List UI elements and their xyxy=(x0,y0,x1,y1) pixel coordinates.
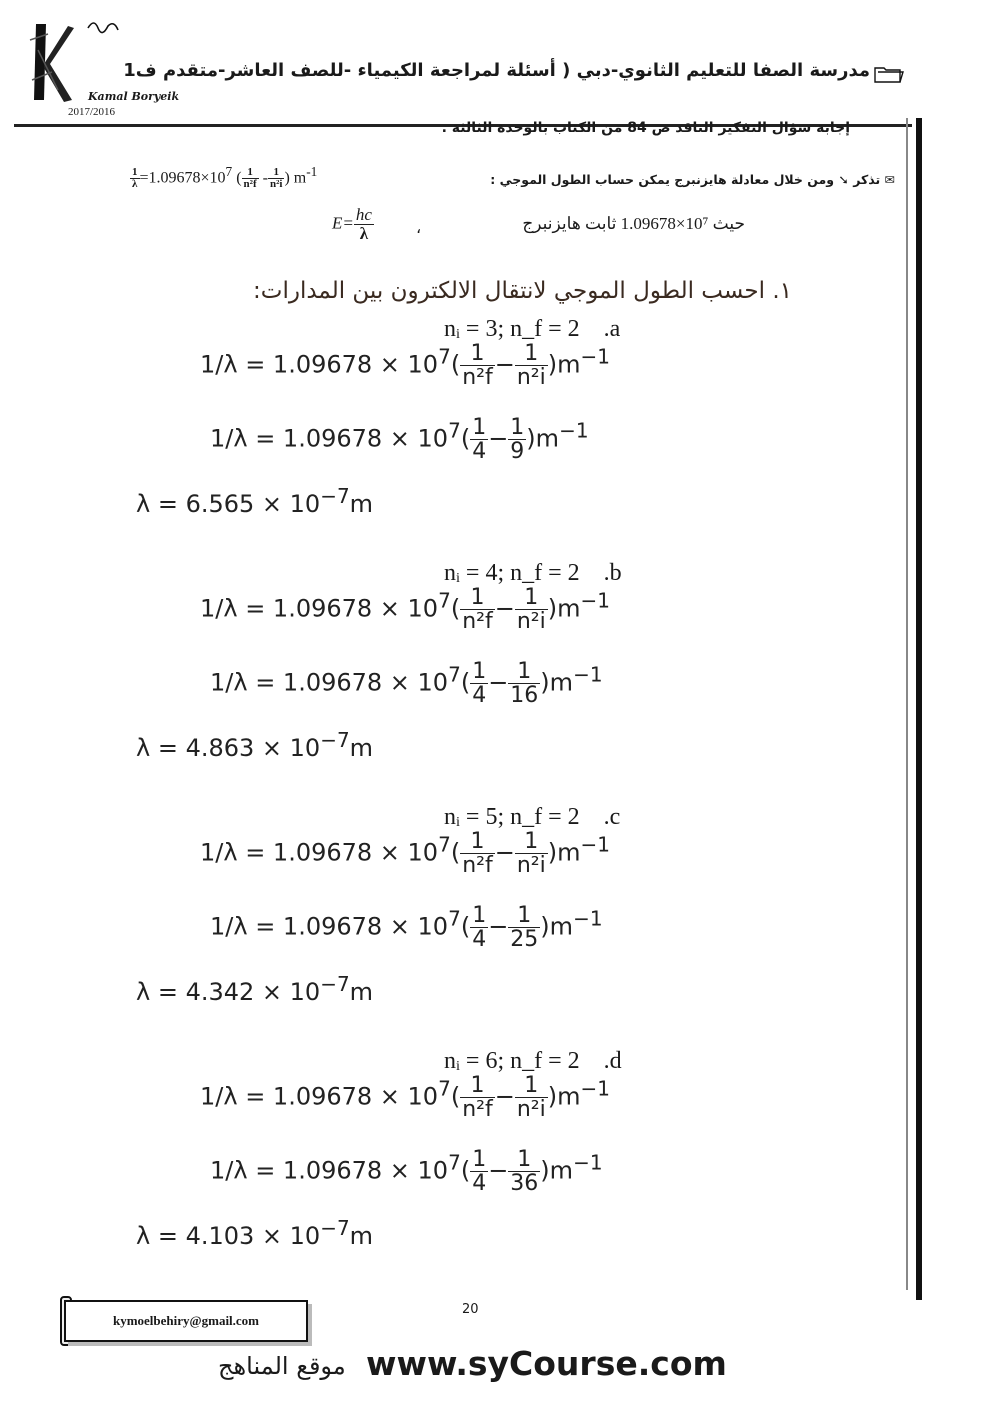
fraction-2: $\frac{1}{\text{n²i}}$ xyxy=(516,829,546,879)
fraction-1: $\frac{1}{\text{n²f}}$ xyxy=(462,1073,493,1123)
rydberg-formula: $\frac{1}{\lambda}$ $=1.09678\times 10^7$ ( $\frac{1}{\text{n²f}}$ - $\frac{1}{\text{n²i}}$ ) $m^{-1}$ xyxy=(132,164,318,191)
wavelength-result: $\lambda = 4.103 \times 10^{-7}m$ xyxy=(136,1216,374,1250)
energy-formula: E= $\frac{hc}{\lambda}$ xyxy=(332,205,372,243)
fraction-1: $\frac{1}{\text{n²f}}$ xyxy=(462,585,493,635)
fraction-2: $\frac{1}{\text{n²i}}$ xyxy=(516,1073,546,1123)
remember-label: تذكر ➘ ومن خلال معادلة هايزنبرج يمكن حساب الطول الموجي : xyxy=(490,172,881,187)
part-condition: nᵢ = 6; n_f = 2 .d xyxy=(444,1048,622,1074)
fraction-1: $\frac{1}{4}$ xyxy=(472,415,487,465)
email-box: kymoelbehiry@gmail.com xyxy=(64,1300,308,1342)
fraction-1: $\frac{1}{4}$ xyxy=(472,659,487,709)
website-url: www.syCourse.com xyxy=(366,1344,727,1383)
right-border-thick xyxy=(916,118,922,1300)
substituted-equation: $1/\lambda = 1.09678 \times 10^7$( $\frac{1}{4}$ − $\frac{1}{25}$ )$m^{-1}$ xyxy=(210,903,603,953)
fraction-2: $\frac{1}{16}$ xyxy=(510,659,539,709)
part-condition: nᵢ = 4; n_f = 2 .b xyxy=(444,560,622,586)
remember-text xyxy=(440,172,895,187)
page-title: مدرسة الصفا للتعليم الثانوي-دبي ( أسئلة لمراجعة الكيمياء -للصف العاشر-متقدم ف1 xyxy=(123,60,870,81)
website-arabic-label: موقع المناهج xyxy=(218,1352,346,1380)
lhs-fraction: $\frac{1}{\lambda}$ xyxy=(132,165,138,191)
part-label: .a xyxy=(603,316,621,342)
fraction-1: $\frac{1}{4}$ xyxy=(472,903,487,953)
fraction-1: $\frac{1}{\text{n²f}}$ xyxy=(462,341,493,391)
rydberg-constant-note: حيث 10⁷×1.09678 ثابت هايزنبرج xyxy=(522,214,745,233)
substituted-equation: $1/\lambda = 1.09678 \times 10^7$( $\frac{1}{4}$ − $\frac{1}{16}$ )$m^{-1}$ xyxy=(210,659,603,709)
f1-fraction: $\frac{1}{\text{n²f}}$ xyxy=(243,165,257,191)
part-condition: nᵢ = 3; n_f = 2 .a xyxy=(444,316,621,342)
fraction-2: $\frac{1}{9}$ xyxy=(510,415,525,465)
separator-comma: ، xyxy=(416,218,422,237)
fraction-2: $\frac{1}{36}$ xyxy=(510,1147,539,1197)
general-equation: $1/\lambda = 1.09678 \times 10^7$( $\frac{1}{\text{n²f}}$ − $\frac{1}{\text{n²i}}$ )$m^{-1}$ xyxy=(200,341,610,391)
general-equation: $1/\lambda = 1.09678 \times 10^7$( $\frac{1}{\text{n²f}}$ − $\frac{1}{\text{n²i}}$ )$m^{-1}$ xyxy=(200,585,610,635)
logo-k xyxy=(28,20,76,106)
part-label: .d xyxy=(603,1048,622,1074)
f2-fraction: $\frac{1}{\text{n²i}}$ xyxy=(269,165,283,191)
wavelength-result: $\lambda = 4.863 \times 10^{-7}m$ xyxy=(136,728,374,762)
part-condition: nᵢ = 5; n_f = 2 .c xyxy=(444,804,621,830)
substituted-equation: $1/\lambda = 1.09678 \times 10^7$( $\frac{1}{4}$ − $\frac{1}{36}$ )$m^{-1}$ xyxy=(210,1147,603,1197)
wavelength-result: $\lambda = 4.342 \times 10^{-7}m$ xyxy=(136,972,374,1006)
general-equation: $1/\lambda = 1.09678 \times 10^7$( $\frac{1}{\text{n²f}}$ − $\frac{1}{\text{n²i}}$ )$m^{-1}$ xyxy=(200,1073,610,1123)
substituted-equation: $1/\lambda = 1.09678 \times 10^7$( $\frac{1}{4}$ − $\frac{1}{9}$ )$m^{-1}$ xyxy=(210,415,589,465)
question-heading: ١. احسب الطول الموجي لانتقال الالكترون بين المدارات: xyxy=(253,278,792,304)
year-label: 2017/2016 xyxy=(68,106,116,118)
critical-thinking-heading: إجابة سؤال التفكير الناقد ص 84 من الكتاب بالوحدة الثالثة . xyxy=(441,120,850,136)
part-label: .b xyxy=(603,560,622,586)
signature xyxy=(86,14,120,36)
fraction-1: $\frac{1}{4}$ xyxy=(472,1147,487,1197)
fraction-2: $\frac{1}{25}$ xyxy=(510,903,539,953)
folder-icon xyxy=(874,64,904,84)
part-label: .c xyxy=(603,804,621,830)
energy-fraction: $\frac{hc}{\lambda}$ xyxy=(355,205,372,243)
fraction-2: $\frac{1}{\text{n²i}}$ xyxy=(516,341,546,391)
wavelength-result: $\lambda = 6.565 \times 10^{-7}m$ xyxy=(136,484,374,518)
fraction-2: $\frac{1}{\text{n²i}}$ xyxy=(516,585,546,635)
envelope-icon: ✉ xyxy=(884,172,895,187)
general-equation: $1/\lambda = 1.09678 \times 10^7$( $\frac{1}{\text{n²f}}$ − $\frac{1}{\text{n²i}}$ )$m^{-1}$ xyxy=(200,829,610,879)
page-number: 20 xyxy=(462,1302,479,1317)
author-name: Kamal Boryeik xyxy=(88,90,180,103)
fraction-1: $\frac{1}{\text{n²f}}$ xyxy=(462,829,493,879)
right-border-thin xyxy=(906,118,908,1290)
